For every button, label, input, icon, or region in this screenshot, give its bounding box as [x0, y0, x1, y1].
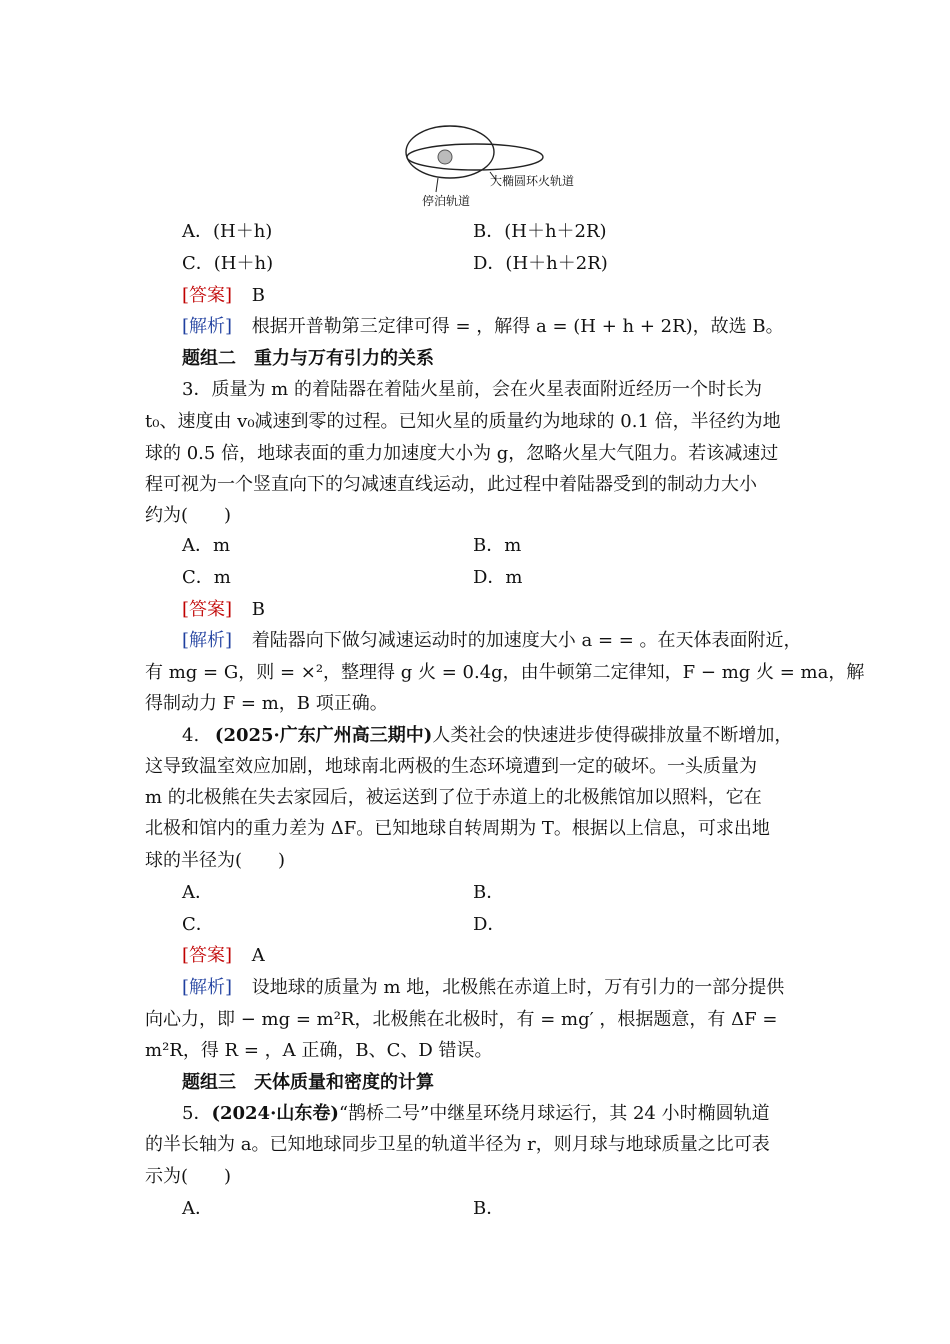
answer-tag: [答案] — [182, 945, 233, 966]
answer-value: B — [251, 599, 266, 620]
q4-answer — [182, 943, 847, 969]
q2-option-a: A．(H＋h) — [182, 221, 273, 242]
q5-number: 5． — [182, 1103, 212, 1124]
q3-options-row2 — [182, 565, 847, 591]
q5-text: “鹊桥二号”中继星环绕月球运行，其 24 小时椭圆轨道 — [338, 1103, 770, 1124]
q3-option-a: A．m — [182, 535, 231, 556]
q4-line4: 北极和馆内的重力差为 ΔF。已知地球自转周期为 T。根据以上信息，可求出地 — [145, 818, 770, 839]
q2-option-b: B．(H＋h＋2R) — [473, 221, 607, 242]
q4-text: 人类社会的快速进步使得碳排放量不断增加， — [432, 725, 793, 746]
q4-analysis-line1 — [182, 975, 847, 1001]
q3-line4: 程可视为一个竖直向下的匀减速直线运动，此过程中着陆器受到的制动力大小 — [145, 474, 757, 495]
orbit-diagram — [400, 122, 590, 214]
q5-options-row1 — [182, 1196, 847, 1222]
q4-line1 — [182, 723, 847, 749]
answer-tag: [答案] — [182, 285, 233, 306]
q5-line1 — [182, 1101, 847, 1127]
answer-value: B — [251, 285, 266, 306]
q3-analysis-line2: 有 mg = G，则 = ×²，整理得 g 火 = 0.4g，由牛顿第二定律知，F − mg 火 = ma，解 — [145, 662, 865, 683]
q5-option-a: A． — [182, 1198, 213, 1219]
q3-option-c: C．m — [182, 567, 231, 588]
q3-line5: 约为( ) — [145, 505, 232, 526]
mars-body — [438, 150, 452, 164]
analysis-tag: [解析] — [182, 630, 233, 651]
large-elliptical-orbit — [407, 144, 543, 170]
q4-options-row2 — [182, 912, 847, 938]
q2-options-row1 — [182, 219, 847, 245]
parking-orbit-label: 停泊轨道 — [422, 194, 471, 208]
analysis-text: 根据开普勒第三定律可得 = ，解得 a = (H + h + 2R)，故选 B。 — [251, 316, 784, 337]
group3-heading: 题组三 天体质量和密度的计算 — [182, 1072, 434, 1093]
q2-options-row2 — [182, 251, 847, 277]
q3-line3: 球的 0.5 倍，地球表面的重力加速度大小为 g，忽略火星大气阻力。若该减速过 — [145, 443, 779, 464]
q5-line3: 示为( ) — [145, 1166, 232, 1187]
analysis-tag: [解析] — [182, 316, 233, 337]
q4-options-row1 — [182, 880, 847, 906]
q4-line2: 这导致温室效应加剧，地球南北两极的生态环境遭到一定的破坏。一头质量为 — [145, 756, 757, 777]
answer-value: A — [251, 945, 265, 966]
q4-option-b: B． — [473, 882, 505, 903]
q3-option-d: D．m — [473, 567, 523, 588]
analysis-text: 着陆器向下做匀减速运动时的加速度大小 a = = 。在天体表面附近， — [251, 630, 802, 651]
q5-line2: 的半长轴为 a。已知地球同步卫星的轨道半径为 r，则月球与地球质量之比可表 — [145, 1134, 770, 1155]
q4-option-c: C． — [182, 914, 214, 935]
q5-source: (2024·山东卷) — [211, 1103, 339, 1124]
q3-line1: 3．质量为 m 的着陆器在着陆火星前，会在火星表面附近经历一个时长为 — [182, 379, 762, 400]
answer-tag: [答案] — [182, 599, 233, 620]
q3-options-row1 — [182, 533, 847, 559]
q3-option-b: B．m — [473, 535, 522, 556]
q2-analysis — [182, 314, 847, 340]
q4-line3: m 的北极熊在失去家园后，被运送到了位于赤道上的北极熊馆加以照料，它在 — [145, 787, 762, 808]
analysis-text: 设地球的质量为 m 地，北极熊在赤道上时，万有引力的一部分提供 — [251, 977, 785, 998]
q4-option-d: D． — [473, 914, 506, 935]
q3-analysis-line3: 得制动力 F = m，B 项正确。 — [145, 693, 388, 714]
q2-option-c: C．(H＋h) — [182, 253, 274, 274]
q3-analysis-line1 — [182, 628, 847, 654]
q4-line5: 球的半径为( ) — [145, 850, 286, 871]
q4-analysis-line3: m²R，得 R = ，A 正确，B、C、D 错误。 — [145, 1040, 493, 1061]
q4-analysis-line2: 向心力，即 − mg = m²R，北极熊在北极时，有 = mg′ ，根据题意，有 ΔF = — [145, 1009, 778, 1030]
q3-line2: t₀、速度由 v₀减速到零的过程。已知火星的质量约为地球的 0.1 倍，半径约为地 — [145, 411, 781, 432]
q4-source: (2025·广东广州高三期中) — [214, 725, 433, 746]
q4-option-a: A． — [182, 882, 213, 903]
q2-answer — [182, 283, 847, 309]
q5-option-b: B． — [473, 1198, 505, 1219]
large-orbit-label: 大椭圆环火轨道 — [490, 174, 575, 188]
analysis-tag: [解析] — [182, 977, 233, 998]
q4-number: 4. — [182, 725, 200, 746]
q3-answer — [182, 597, 847, 623]
label-pointer-park — [436, 178, 438, 192]
q2-option-d: D．(H＋h＋2R) — [473, 253, 608, 274]
group2-heading: 题组二 重力与万有引力的关系 — [182, 348, 434, 369]
